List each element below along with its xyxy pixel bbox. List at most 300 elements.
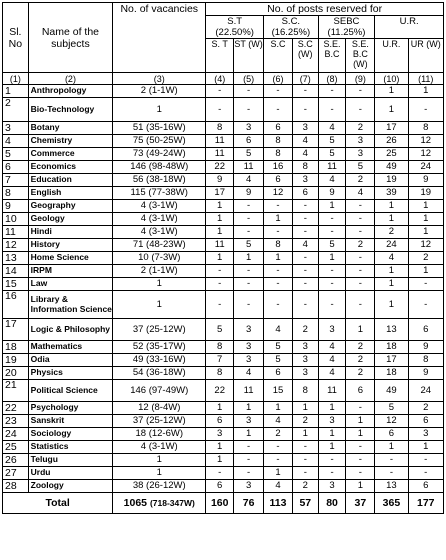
reserved-count: - bbox=[206, 265, 234, 278]
header-subject: Name of the subjects bbox=[28, 3, 113, 73]
table-row bbox=[3, 161, 444, 174]
subject-name: Hindi bbox=[28, 226, 113, 239]
reserved-count: - bbox=[408, 278, 444, 291]
subject-name: Mathematics bbox=[28, 341, 113, 354]
reserved-count: 5 bbox=[234, 148, 264, 161]
reserved-count: - bbox=[292, 454, 318, 467]
subject-name: Law bbox=[28, 278, 113, 291]
reserved-count: 15 bbox=[264, 380, 293, 402]
reserved-count: 6 bbox=[408, 415, 444, 428]
reserved-count: - bbox=[292, 278, 318, 291]
reserved-count: 3 bbox=[234, 354, 264, 367]
serial-number: 22 bbox=[3, 402, 29, 415]
vacancy-count: 115 (77-38W) bbox=[113, 187, 206, 200]
serial-number: 16 bbox=[3, 291, 29, 319]
group-name: S.T bbox=[227, 16, 243, 27]
reserved-count: 1 bbox=[318, 428, 346, 441]
reserved-count: - bbox=[292, 226, 318, 239]
reserved-count: - bbox=[264, 226, 293, 239]
total-label: Total bbox=[3, 493, 113, 514]
vacancy-count: 146 (97-49W) bbox=[113, 380, 206, 402]
reserved-count: 1 bbox=[264, 213, 293, 226]
reserved-count: 3 bbox=[408, 428, 444, 441]
table-row bbox=[3, 428, 444, 441]
reserved-count: - bbox=[408, 454, 444, 467]
reserved-count: 8 bbox=[408, 122, 444, 135]
reserved-count: 2 bbox=[346, 367, 375, 380]
subject-name: Zoology bbox=[28, 480, 113, 493]
reserved-count: 3 bbox=[318, 319, 346, 341]
reserved-count: 16 bbox=[264, 161, 293, 174]
total-vacancies bbox=[113, 493, 206, 514]
reserved-count: 4 bbox=[264, 415, 293, 428]
subject-name: Political Science bbox=[28, 380, 113, 402]
table-row bbox=[3, 135, 444, 148]
reserved-count: - bbox=[234, 454, 264, 467]
header-col-sebc: S.E. B.C bbox=[318, 39, 346, 73]
reserved-count: 3 bbox=[346, 135, 375, 148]
serial-number: 23 bbox=[3, 415, 29, 428]
reserved-count: 6 bbox=[408, 480, 444, 493]
column-number: (1) bbox=[3, 73, 29, 85]
total-value: 80 bbox=[318, 493, 346, 514]
subject-name: Geology bbox=[28, 213, 113, 226]
reserved-count: - bbox=[346, 441, 375, 454]
subject-name: Commerce bbox=[28, 148, 113, 161]
reserved-count: 1 bbox=[375, 441, 408, 454]
reserved-count: 6 bbox=[264, 122, 293, 135]
reserved-count: 4 bbox=[292, 239, 318, 252]
header-col-sebc-w: S.E. B.C (W) bbox=[346, 39, 375, 73]
reserved-count: 4 bbox=[375, 252, 408, 265]
reserved-count: 2 bbox=[292, 480, 318, 493]
reserved-count: 3 bbox=[346, 148, 375, 161]
reserved-count: - bbox=[264, 200, 293, 213]
table-row bbox=[3, 415, 444, 428]
header-sl-no: Sl. No bbox=[3, 3, 29, 73]
reserved-count: - bbox=[234, 467, 264, 480]
reserved-count: 6 bbox=[264, 367, 293, 380]
reserved-count: - bbox=[264, 454, 293, 467]
reserved-count: 11 bbox=[206, 148, 234, 161]
subject-name: Botany bbox=[28, 122, 113, 135]
group-name: SEBC bbox=[333, 16, 360, 27]
table-row bbox=[3, 402, 444, 415]
reserved-count: 1 bbox=[408, 265, 444, 278]
reserved-count: - bbox=[234, 200, 264, 213]
serial-number: 14 bbox=[3, 265, 29, 278]
column-number: (10) bbox=[375, 73, 408, 85]
reserved-count: 24 bbox=[408, 380, 444, 402]
subject-name: Bio-Technology bbox=[28, 98, 113, 122]
serial-number: 11 bbox=[3, 226, 29, 239]
reserved-count: - bbox=[318, 467, 346, 480]
reserved-count: 3 bbox=[234, 341, 264, 354]
header-col-sc-w: S.C (W) bbox=[292, 39, 318, 73]
reserved-count: - bbox=[346, 467, 375, 480]
vacancy-count: 71 (48-23W) bbox=[113, 239, 206, 252]
reserved-count: - bbox=[206, 291, 234, 319]
reserved-count: 6 bbox=[206, 415, 234, 428]
reserved-count: 12 bbox=[408, 135, 444, 148]
reserved-count: 2 bbox=[408, 402, 444, 415]
serial-number: 10 bbox=[3, 213, 29, 226]
reserved-count: 17 bbox=[206, 187, 234, 200]
reserved-count: 4 bbox=[264, 319, 293, 341]
reserved-count: 1 bbox=[375, 85, 408, 98]
reserved-count: 1 bbox=[206, 200, 234, 213]
vacancy-count: 2 (1-1W) bbox=[113, 265, 206, 278]
header-group-sebc bbox=[318, 16, 375, 39]
vacancy-count: 4 (3-1W) bbox=[113, 200, 206, 213]
reserved-count: 2 bbox=[346, 239, 375, 252]
reserved-count: 5 bbox=[375, 402, 408, 415]
vacancy-count: 54 (36-18W) bbox=[113, 367, 206, 380]
reserved-count: 1 bbox=[206, 226, 234, 239]
reserved-count: 1 bbox=[318, 200, 346, 213]
column-number: (11) bbox=[408, 73, 444, 85]
table-row bbox=[3, 265, 444, 278]
reserved-count: - bbox=[264, 98, 293, 122]
vacancy-count: 1 bbox=[113, 454, 206, 467]
table-row bbox=[3, 480, 444, 493]
reserved-count: 1 bbox=[264, 467, 293, 480]
reserved-count: 11 bbox=[206, 239, 234, 252]
table-row bbox=[3, 291, 444, 319]
reserved-count: - bbox=[206, 278, 234, 291]
reserved-count: - bbox=[234, 278, 264, 291]
reserved-count: 3 bbox=[292, 367, 318, 380]
serial-number: 15 bbox=[3, 278, 29, 291]
reserved-count: 19 bbox=[408, 187, 444, 200]
reserved-count: 4 bbox=[346, 187, 375, 200]
reserved-count: 5 bbox=[234, 239, 264, 252]
reserved-count: - bbox=[346, 454, 375, 467]
reserved-count: 18 bbox=[375, 367, 408, 380]
reserved-count: 1 bbox=[375, 200, 408, 213]
reserved-count: 12 bbox=[408, 239, 444, 252]
reserved-count: 8 bbox=[264, 239, 293, 252]
table-row bbox=[3, 341, 444, 354]
reserved-count: - bbox=[318, 98, 346, 122]
reserved-count: 11 bbox=[234, 161, 264, 174]
reserved-count: 26 bbox=[375, 135, 408, 148]
reserved-count: 1 bbox=[206, 454, 234, 467]
column-number: (2) bbox=[28, 73, 113, 85]
serial-number: 6 bbox=[3, 161, 29, 174]
total-value: 113 bbox=[264, 493, 293, 514]
subject-name: Psychology bbox=[28, 402, 113, 415]
reserved-count: - bbox=[346, 291, 375, 319]
reserved-count: 4 bbox=[234, 174, 264, 187]
reserved-count: 1 bbox=[206, 213, 234, 226]
reserved-count: 6 bbox=[206, 480, 234, 493]
reserved-count: - bbox=[292, 252, 318, 265]
header-col-ur: U.R. bbox=[375, 39, 408, 73]
reserved-count: 1 bbox=[346, 428, 375, 441]
reserved-count: 8 bbox=[206, 122, 234, 135]
reserved-count: 2 bbox=[292, 319, 318, 341]
reserved-count: 3 bbox=[292, 122, 318, 135]
reserved-count: 24 bbox=[408, 161, 444, 174]
reserved-count: - bbox=[234, 98, 264, 122]
table-row bbox=[3, 441, 444, 454]
reserved-count: - bbox=[346, 265, 375, 278]
group-pct: (16.25%) bbox=[271, 27, 311, 38]
header-col-sc: S.C bbox=[264, 39, 293, 73]
vacancy-count: 49 (33-16W) bbox=[113, 354, 206, 367]
table-row bbox=[3, 454, 444, 467]
reserved-count: 17 bbox=[375, 122, 408, 135]
reserved-count: - bbox=[292, 291, 318, 319]
reserved-count: - bbox=[318, 265, 346, 278]
group-name: S.C. bbox=[281, 16, 301, 27]
reserved-count: - bbox=[292, 98, 318, 122]
reserved-count: 24 bbox=[375, 239, 408, 252]
reserved-count: 1 bbox=[318, 402, 346, 415]
reserved-count: - bbox=[318, 278, 346, 291]
reserved-count: 2 bbox=[346, 341, 375, 354]
reserved-count: 1 bbox=[346, 480, 375, 493]
reserved-count: - bbox=[206, 85, 234, 98]
reserved-count: - bbox=[346, 85, 375, 98]
reserved-count: 6 bbox=[264, 174, 293, 187]
subject-name: Sanskrit bbox=[28, 415, 113, 428]
reserved-count: 3 bbox=[206, 428, 234, 441]
reserved-count: 4 bbox=[292, 148, 318, 161]
vacancy-count: 1 bbox=[113, 467, 206, 480]
column-number: (6) bbox=[264, 73, 293, 85]
reserved-count: 1 bbox=[264, 252, 293, 265]
subject-name: Anthropology bbox=[28, 85, 113, 98]
reserved-count: 13 bbox=[375, 319, 408, 341]
reserved-count: 8 bbox=[206, 367, 234, 380]
column-number: (8) bbox=[318, 73, 346, 85]
reserved-count: 1 bbox=[408, 226, 444, 239]
reserved-count: - bbox=[234, 213, 264, 226]
table-row bbox=[3, 252, 444, 265]
reserved-count: 5 bbox=[318, 239, 346, 252]
reserved-count: - bbox=[408, 291, 444, 319]
table-row bbox=[3, 226, 444, 239]
header-group-ur bbox=[375, 16, 444, 39]
serial-number: 1 bbox=[3, 85, 29, 98]
reserved-count: 2 bbox=[346, 174, 375, 187]
reserved-count: 1 bbox=[408, 85, 444, 98]
table-row bbox=[3, 148, 444, 161]
vacancy-count: 12 (8-4W) bbox=[113, 402, 206, 415]
reserved-count: 5 bbox=[318, 148, 346, 161]
header-vacancies: No. of vacancies bbox=[113, 3, 206, 73]
subject-name: Sociology bbox=[28, 428, 113, 441]
reserved-count: 9 bbox=[206, 174, 234, 187]
reserved-count: 1 bbox=[264, 402, 293, 415]
serial-number: 26 bbox=[3, 454, 29, 467]
reserved-count: - bbox=[346, 252, 375, 265]
table-row bbox=[3, 354, 444, 367]
vacancy-count: 73 (49-24W) bbox=[113, 148, 206, 161]
reserved-count: - bbox=[346, 98, 375, 122]
reserved-count: 1 bbox=[318, 252, 346, 265]
reserved-count: 11 bbox=[206, 135, 234, 148]
reserved-count: 4 bbox=[318, 174, 346, 187]
table-row bbox=[3, 278, 444, 291]
column-number: (4) bbox=[206, 73, 234, 85]
subject-name: Chemistry bbox=[28, 135, 113, 148]
reserved-count: 1 bbox=[206, 402, 234, 415]
serial-number: 25 bbox=[3, 441, 29, 454]
reserved-count: 13 bbox=[375, 480, 408, 493]
subject-name: English bbox=[28, 187, 113, 200]
subject-name: Urdu bbox=[28, 467, 113, 480]
serial-number: 3 bbox=[3, 122, 29, 135]
header-col-st: S. T bbox=[206, 39, 234, 73]
table-row bbox=[3, 380, 444, 402]
reserved-count: 8 bbox=[264, 148, 293, 161]
reserved-count: 1 bbox=[408, 441, 444, 454]
group-pct: (22.50%) bbox=[215, 27, 254, 38]
reserved-count: 9 bbox=[408, 341, 444, 354]
reserved-count: 3 bbox=[318, 480, 346, 493]
reserved-count: - bbox=[318, 454, 346, 467]
header-group-sc bbox=[264, 16, 319, 39]
reserved-count: - bbox=[234, 441, 264, 454]
reserved-count: 11 bbox=[234, 380, 264, 402]
reserved-count: 1 bbox=[408, 213, 444, 226]
reserved-count: - bbox=[264, 265, 293, 278]
total-value: 177 bbox=[408, 493, 444, 514]
total-value: 365 bbox=[375, 493, 408, 514]
reserved-count: 1 bbox=[292, 428, 318, 441]
serial-number: 20 bbox=[3, 367, 29, 380]
reserved-count: - bbox=[375, 467, 408, 480]
vacancy-count: 1 bbox=[113, 278, 206, 291]
vacancy-count: 37 (25-12W) bbox=[113, 415, 206, 428]
reserved-count: 9 bbox=[234, 187, 264, 200]
table-row bbox=[3, 367, 444, 380]
header-col-ur-w: UR (W) bbox=[408, 39, 444, 73]
table-row bbox=[3, 200, 444, 213]
reserved-count: 8 bbox=[408, 354, 444, 367]
reserved-count: - bbox=[264, 278, 293, 291]
vacancy-count: 37 (25-12W) bbox=[113, 319, 206, 341]
reserved-count: - bbox=[292, 200, 318, 213]
reserved-count: 1 bbox=[346, 415, 375, 428]
group-pct: (11.25%) bbox=[327, 27, 366, 38]
subject-name: History bbox=[28, 239, 113, 252]
reserved-count: 9 bbox=[408, 174, 444, 187]
subject-name: Library & Information Science bbox=[28, 291, 113, 319]
reserved-count: 6 bbox=[408, 319, 444, 341]
reserved-count: 1 bbox=[375, 278, 408, 291]
vacancy-table-container bbox=[2, 2, 444, 514]
reserved-count: 22 bbox=[206, 161, 234, 174]
subject-name: Geography bbox=[28, 200, 113, 213]
reserved-count: 12 bbox=[408, 148, 444, 161]
reserved-count: 4 bbox=[318, 341, 346, 354]
table-row bbox=[3, 187, 444, 200]
reserved-count: - bbox=[318, 85, 346, 98]
reserved-count: 2 bbox=[292, 415, 318, 428]
vacancy-count: 56 (38-18W) bbox=[113, 174, 206, 187]
reserved-count: 11 bbox=[318, 161, 346, 174]
reserved-count: 1 bbox=[318, 441, 346, 454]
table-row bbox=[3, 122, 444, 135]
header-group-st bbox=[206, 16, 264, 39]
vacancy-count: 4 (3-1W) bbox=[113, 441, 206, 454]
vacancy-count: 52 (35-17W) bbox=[113, 341, 206, 354]
reserved-count: 1 bbox=[234, 402, 264, 415]
reserved-count: 5 bbox=[318, 135, 346, 148]
serial-number: 4 bbox=[3, 135, 29, 148]
reserved-count: 19 bbox=[375, 174, 408, 187]
reserved-count: 18 bbox=[375, 341, 408, 354]
column-number-row bbox=[3, 73, 444, 85]
table-row bbox=[3, 319, 444, 341]
reserved-count: 9 bbox=[318, 187, 346, 200]
reserved-count: - bbox=[346, 200, 375, 213]
vacancy-count: 146 (98-48W) bbox=[113, 161, 206, 174]
reserved-count: 1 bbox=[375, 213, 408, 226]
serial-number: 27 bbox=[3, 467, 29, 480]
reserved-count: 3 bbox=[234, 122, 264, 135]
vacancy-count: 51 (35-16W) bbox=[113, 122, 206, 135]
vacancy-table bbox=[2, 2, 444, 514]
reserved-count: - bbox=[318, 213, 346, 226]
column-number: (9) bbox=[346, 73, 375, 85]
reserved-count: 5 bbox=[264, 341, 293, 354]
serial-number: 7 bbox=[3, 174, 29, 187]
reserved-count: 4 bbox=[292, 135, 318, 148]
reserved-count: 9 bbox=[408, 367, 444, 380]
column-number: (3) bbox=[113, 73, 206, 85]
reserved-count: 49 bbox=[375, 380, 408, 402]
table-row bbox=[3, 174, 444, 187]
total-value: 160 bbox=[206, 493, 234, 514]
reserved-count: 3 bbox=[292, 174, 318, 187]
reserved-count: - bbox=[234, 226, 264, 239]
reserved-count: - bbox=[234, 265, 264, 278]
reserved-count: 12 bbox=[375, 415, 408, 428]
serial-number: 2 bbox=[3, 98, 29, 122]
reserved-count: 3 bbox=[234, 480, 264, 493]
serial-number: 12 bbox=[3, 239, 29, 252]
vacancy-count: 1 bbox=[113, 291, 206, 319]
reserved-count: 8 bbox=[292, 380, 318, 402]
subject-name: Education bbox=[28, 174, 113, 187]
serial-number: 8 bbox=[3, 187, 29, 200]
serial-number: 18 bbox=[3, 341, 29, 354]
group-name: U.R. bbox=[399, 16, 419, 27]
vacancy-count: 75 (50-25W) bbox=[113, 135, 206, 148]
vacancy-count: 10 (7-3W) bbox=[113, 252, 206, 265]
serial-number: 9 bbox=[3, 200, 29, 213]
subject-name: Economics bbox=[28, 161, 113, 174]
reserved-count: 7 bbox=[206, 354, 234, 367]
total-value: 37 bbox=[346, 493, 375, 514]
reserved-count: 22 bbox=[206, 380, 234, 402]
reserved-count: - bbox=[292, 467, 318, 480]
reserved-count: 4 bbox=[318, 354, 346, 367]
reserved-count: 4 bbox=[318, 367, 346, 380]
reserved-count: - bbox=[318, 226, 346, 239]
reserved-count: 39 bbox=[375, 187, 408, 200]
reserved-count: 1 bbox=[234, 428, 264, 441]
vacancy-count: 4 (3-1W) bbox=[113, 213, 206, 226]
total-vacancies-detail: (718-347W) bbox=[149, 498, 195, 508]
header-col-st-w: ST (W) bbox=[234, 39, 264, 73]
table-row bbox=[3, 239, 444, 252]
